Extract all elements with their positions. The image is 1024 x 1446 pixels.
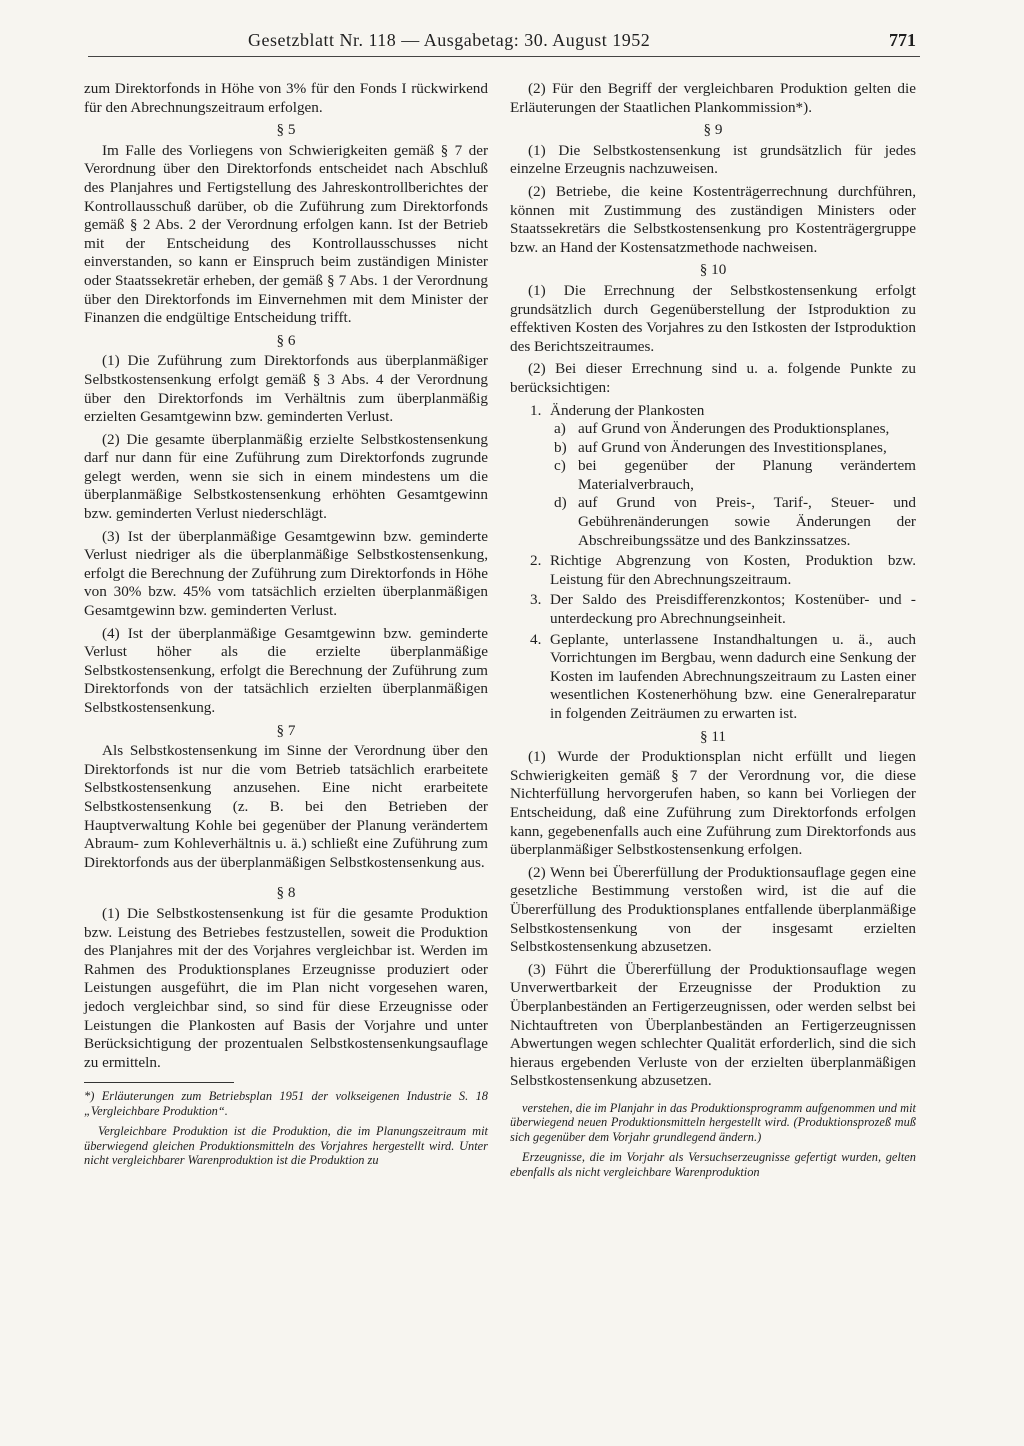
sublist-label: b) bbox=[554, 438, 567, 456]
sublist-item bbox=[554, 494, 916, 550]
footnote: Vergleichbare Produktion ist die Produktion, die im Planungszeitraum mit überwiegend gleichen Produktionsmitteln des Vorjahres hergestellt wird. Unter nicht vergleichbarer Warenproduktion ist die Produktion zu bbox=[84, 1124, 488, 1167]
list-item bbox=[530, 591, 916, 628]
paragraph: (1) Die Errechnung der Selbstkostensenkung erfolgt grundsätzlich durch Gegenüberstellung der Istproduktion zu effektiven Kosten des Vorjahres zu den Istkosten der Istproduktion des Berichtszeitraumes. bbox=[510, 281, 916, 355]
sublist-label: c) bbox=[554, 457, 566, 475]
paragraph: (3) Ist der überplanmäßige Gesamtgewinn bzw. geminderte Verlust niedriger als die überplanmäßige Selbstkostensenkung, erfolgt die Berechnung der Zuführung zum Direktorfonds in Höhe von 30% bzw. 45% vom tatsächlich erzielten überplanmäßigen Gesamtgewinn bzw. geminderten Verlust. bbox=[84, 527, 488, 620]
left-column bbox=[84, 80, 488, 1173]
paragraph: zum Direktorfonds in Höhe von 3% für den Fonds I rückwirkend für den Abrechnungszeitraum erfolgen. bbox=[84, 80, 488, 116]
paragraph: (1) Die Selbstkostensenkung ist grundsätzlich für jedes einzelne Erzeugnis nachzuweisen. bbox=[510, 141, 916, 178]
sublist-text: bei gegenüber der Planung verändertem Materialverbrauch, bbox=[578, 457, 916, 493]
section-heading: § 9 bbox=[703, 121, 723, 139]
paragraph: (4) Ist der überplanmäßige Gesamtgewinn bzw. geminderte Verlust höher als die erzielte überplanmäßige Selbstkostensenkung, erfolgt die Berechnung der Zuführung zum Direktorfonds von der tatsächlich erzielten überplanmäßigen Selbstkostensenkung. bbox=[84, 624, 488, 716]
page-header bbox=[88, 30, 920, 57]
list-item-text: Änderung der Plankosten bbox=[550, 401, 705, 419]
page-number: 771 bbox=[889, 30, 916, 50]
paragraph: (2) Für den Begriff der vergleichbaren Produktion gelten die Erläuterungen der Staatlichen Plankommission*). bbox=[510, 80, 916, 116]
paragraph: Im Falle des Vorliegens von Schwierigkeiten gemäß § 7 der Verordnung über den Direktorfonds entscheidet nach Abschluß des Planjahres und Fertigstellung des Jahreskontrollberichtes der Kontrollausschuß darüber, ob die Zuführung zum Direktorfonds gemäß § 2 Abs. 2 der Verordnung erfolgen kann. Ist der Betrieb mit der Entscheidung des Kontrollausschusses nicht einverstanden, so kann er Einspruch beim zuständigen Minister oder Staatssekretär erheben, der gemäß § 7 Abs. 1 der Verordnung über den Direktorfonds im Einvernehmen mit dem Minister der Finanzen die endgültige Entscheidung trifft. bbox=[84, 141, 488, 327]
list-item bbox=[530, 401, 916, 551]
list-item bbox=[530, 630, 916, 724]
list-item bbox=[530, 552, 916, 589]
paragraph: (2) Wenn bei Übererfüllung der Produktionsauflage gegen eine gesetzliche Bestimmung verstoßen wird, ist die auf die Übererfüllung des Produktionsplanes entfallende überplanmäßige Selbstkostensenkung von der insgesamt erzielten Selbstkostensenkung abzusetzen. bbox=[510, 863, 916, 956]
paragraph: (3) Führt die Übererfüllung der Produktionsauflage wegen Unverwertbarkeit der Erzeugnisse der Produktion zu Überplanbeständen an Fertigerzeugnissen, oder werden selbst bei Nichtauftreten von Überplanbeständen an Fertigerzeugnissen Abwertungen wegen schlechter Qualität erforderlich, sind die sich hieraus ergebenden Verluste von der erzielten überplanmäßigen Selbstkostensenkung abzusetzen. bbox=[510, 960, 916, 1090]
list-number: 4. bbox=[530, 630, 542, 648]
sublist-label: a) bbox=[554, 420, 566, 438]
section-heading: § 10 bbox=[699, 261, 727, 279]
section-heading: § 5 bbox=[276, 121, 296, 139]
footnote: verstehen, die im Planjahr in das Produktionsprogramm aufgenommen und mit überwiegend neuen Produktionsmitteln hergestellt wird. (Produktionsprozeß muß sich gegenüber dem Vorjahr grundlegend ändern.) bbox=[510, 1100, 916, 1144]
footnote: Erzeugnisse, die im Vorjahr als Versuchserzeugnisse gefertigt wurden, gelten ebenfalls als nicht vergleichbare Warenproduktion bbox=[510, 1150, 916, 1179]
paragraph: (2) Die gesamte überplanmäßig erzielte Selbstkostensenkung darf nur dann für eine Zuführung zum Direktorfonds zugrunde gelegt werden, wenn sie sich in einem mindestens um die überplanmäßige Selbstkostensenkung erhöhten Gesamtgewinn bzw. geminderten Verlust niederschlägt. bbox=[84, 430, 488, 523]
section-heading: § 6 bbox=[276, 331, 296, 349]
footnote-divider bbox=[84, 1082, 234, 1083]
paragraph: (1) Die Selbstkostensenkung ist für die gesamte Produktion bzw. Leistung des Betriebes festzustellen, soweit die Produktion des Planjahres mit der des Vorjahres vergleichbar ist. Werden im Rahmen des Produktionsplanes Erzeugnisse produziert oder Leistungen ausgeführt, die im Plan nicht vorgesehen waren, jedoch vergleichbar sind, so sind für diese Erzeugnisse oder Leistungen die Plankosten auf Basis der Vorjahre und unter Berücksichtigung der prozentualen Selbstkostensenkungsauflage zu ermitteln. bbox=[84, 904, 488, 1071]
gazette-title: Gesetzblatt Nr. 118 — Ausgabetag: 30. August 1952 bbox=[248, 30, 651, 50]
list-item-text: Geplante, unterlassene Instandhaltungen u. ä., auch Vorrichtungen im Bergbau, wenn dadurch eine Senkung der Kosten im laufenden Abrechnungszeitraum zu Lasten einer wesentlichen Kostenerhöhung bzw. eine Generalreparatur in folgenden Zeiträumen zu erwarten ist. bbox=[550, 630, 916, 722]
paragraph: (1) Wurde der Produktionsplan nicht erfüllt und liegen Schwierigkeiten gemäß § 7 der Verordnung vor, die diese Nichterfüllung hervorgerufen haben, so kann bei Vorliegen der Entscheidung, daß eine Zuführung zum Direktorfonds erfolgen kann, gegebenenfalls auch eine Zuführung zum Direktorfonds aus überplanmäßiger Selbstkostensenkung erfolgen. bbox=[510, 748, 916, 859]
sublist-label: d) bbox=[554, 494, 567, 512]
sublist-text: auf Grund von Preis-, Tarif-, Steuer- und Gebührenänderungen sowie Änderungen der Abschreibungssätze und des Bankzinssatzes. bbox=[578, 494, 916, 549]
paragraph: Als Selbstkostensenkung im Sinne der Verordnung über den Direktorfonds ist nur die vom Betrieb tatsächlich erarbeitete Selbstkostensenkung anzusehen. Eine nicht erarbeitete Selbstkostensenkung (z. B. bei den Betrieben der Hauptverwaltung Kohle bei gegenüber der Planung verändertem Abraum- zum Kohleverhältnis u. ä.) schließt eine Zuführung zum Direktorfonds aus der überplanmäßigen Selbstkostensenkung aus. bbox=[84, 742, 488, 871]
list-number: 2. bbox=[530, 552, 542, 570]
sublist-item bbox=[554, 420, 916, 439]
section-heading: § 8 bbox=[276, 884, 296, 902]
list-item-text: Richtige Abgrenzung von Kosten, Produktion bzw. Leistung für den Abrechnungszeitraum. bbox=[550, 552, 916, 588]
sublist-text: auf Grund von Änderungen des Produktionsplanes, bbox=[578, 420, 890, 438]
paragraph: (2) Bei dieser Errechnung sind u. a. folgende Punkte zu berücksichtigen: bbox=[510, 360, 916, 396]
list-number: 1. bbox=[530, 401, 542, 419]
sublist-item bbox=[554, 438, 916, 458]
considerations-list bbox=[510, 402, 916, 724]
paragraph: (2) Betriebe, die keine Kostenträgerrechnung durchführen, können mit Zustimmung des zuständigen Ministers oder Staatssekretärs die Selbstkostensenkung pro Kostenträgergruppe bzw. an Hand der Kostensatzmethode nachweisen. bbox=[510, 182, 916, 256]
footnote: *) Erläuterungen zum Betriebsplan 1951 der volkseigenen Industrie S. 18 „Vergleichbare Produktion“. bbox=[84, 1089, 488, 1118]
section-heading: § 11 bbox=[699, 727, 726, 745]
list-number: 3. bbox=[530, 591, 542, 609]
list-item-text: Der Saldo des Preisdifferenzkontos; Kostenüber- und -unterdeckung pro Abrechnungseinheit. bbox=[550, 591, 916, 628]
sublist-text: auf Grund von Änderungen des Investitionsplanes, bbox=[578, 438, 887, 456]
sublist bbox=[550, 420, 916, 550]
sublist-item bbox=[554, 457, 916, 494]
right-column bbox=[510, 80, 916, 1185]
section-heading: § 7 bbox=[276, 721, 296, 739]
paragraph: (1) Die Zuführung zum Direktorfonds aus überplanmäßiger Selbstkostensenkung erfolgt gemäß § 3 Abs. 4 der Verordnung über den Direktorfonds im Verhältnis zum überplanmäßig erzielten Gesamtgewinn bzw. geminderten Verlust. bbox=[84, 352, 488, 426]
